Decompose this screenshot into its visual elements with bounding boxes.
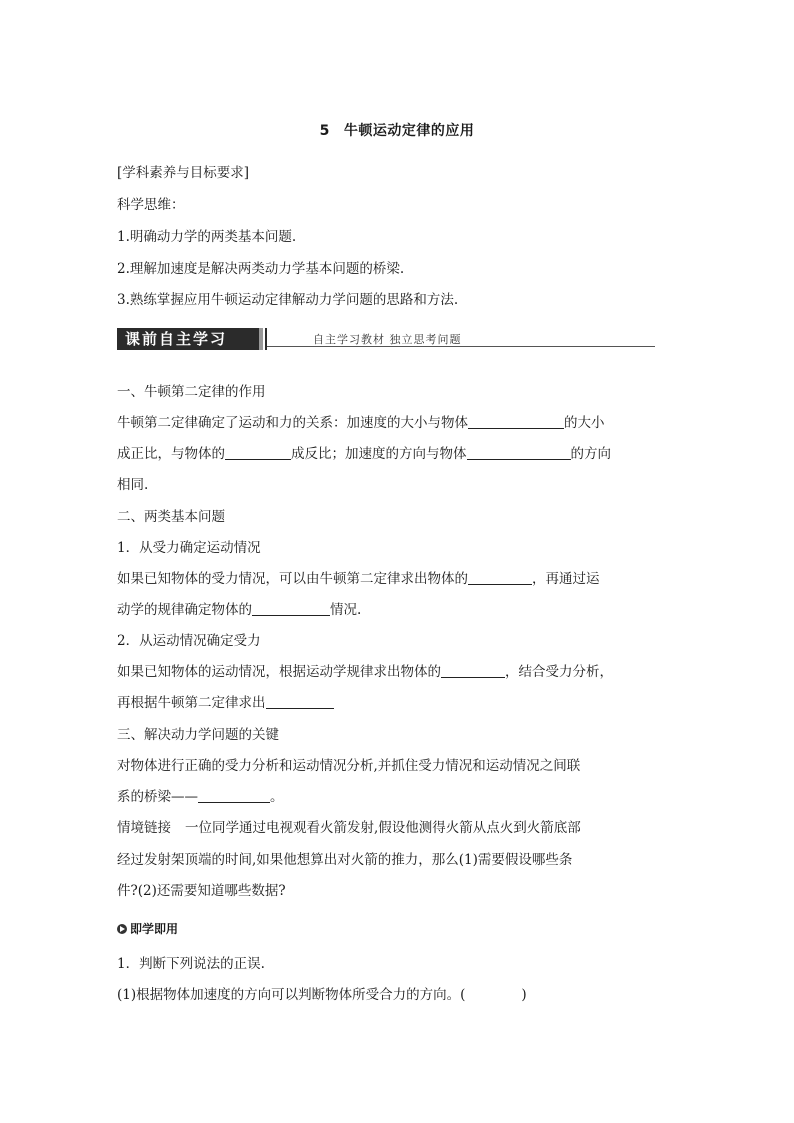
goals-subheading: 科学思维： — [117, 197, 185, 213]
section3-line1: 对物体进行正确的受力分析和运动情况分析,并抓住受力情况和运动情况之间联 — [117, 758, 581, 774]
section3-line2: 系的桥梁—— 。 — [117, 789, 284, 805]
goal-item-2: 2.理解加速度是解决两类动力学基本问题的桥梁. — [117, 261, 405, 277]
context-line3: 件?(2)还需要知道哪些数据? — [117, 883, 286, 899]
fill-blank[interactable] — [252, 601, 330, 616]
banner-label: 课前自主学习 — [117, 328, 259, 350]
section1-line1: 牛顿第二定律确定了运动和力的关系：加速度的大小与物体 的大小 — [117, 415, 605, 431]
fill-blank[interactable] — [441, 663, 505, 678]
page-title — [0, 120, 794, 140]
context-line2: 经过发射架顶端的时间,如果他想算出对火箭的推力，那么(1)需要假设哪些条 — [117, 852, 573, 868]
lesson-number: 5 — [319, 123, 330, 139]
fill-blank[interactable] — [266, 694, 334, 709]
section2-line1: 如果已知物体的受力情况，可以由牛顿第二定律求出物体的 ，再通过运 — [117, 571, 600, 587]
banner-divider — [259, 328, 263, 350]
fill-blank[interactable] — [225, 445, 291, 460]
section2-sub1: 1．从受力确定运动情况 — [117, 540, 261, 556]
goal-item-1: 1.明确动力学的两类基本问题. — [117, 229, 297, 245]
section1-line3: 相同. — [117, 477, 149, 493]
fill-blank[interactable] — [468, 570, 532, 585]
practice-heading: 即学即用 — [117, 920, 178, 938]
section2-line3: 如果已知物体的运动情况，根据运动学规律求出物体的 ，结合受力分析， — [117, 664, 613, 680]
practice-question-1a: (1)根据物体加速度的方向可以判断物体所受合力的方向。( ) — [117, 987, 527, 1003]
lesson-title: 牛顿运动定律的应用 — [343, 123, 475, 139]
goal-item-3: 3.熟练掌握应用牛顿运动定律解动力学问题的思路和方法. — [117, 292, 459, 308]
section2-line2: 动学的规律确定物体的 情况. — [117, 602, 362, 618]
fill-blank[interactable] — [468, 414, 564, 429]
section-banner — [117, 328, 657, 352]
section2-heading: 二、两类基本问题 — [117, 509, 225, 525]
fill-blank[interactable] — [198, 788, 270, 803]
context-label: 情境链接 — [117, 820, 171, 836]
banner-subtitle: 自主学习教材 独立思考问题 — [313, 333, 462, 346]
practice-question-1: 1．判断下列说法的正误. — [117, 956, 265, 972]
play-icon — [117, 924, 127, 934]
fill-blank[interactable] — [467, 445, 571, 460]
section2-sub2: 2．从运动情况确定受力 — [117, 633, 261, 649]
section1-line2: 成正比，与物体的 成反比；加速度的方向与物体 的方向 — [117, 446, 611, 462]
goals-heading: [学科素养与目标要求] — [117, 165, 250, 181]
context-line1: 情境链接 一位同学通过电视观看火箭发射,假设他测得火箭从点火到火箭底部 — [117, 820, 581, 836]
section1-heading: 一、牛顿第二定律的作用 — [117, 384, 266, 400]
section3-heading: 三、解决动力学问题的关键 — [117, 727, 279, 743]
section2-line4: 再根据牛顿第二定律求出 — [117, 694, 334, 712]
